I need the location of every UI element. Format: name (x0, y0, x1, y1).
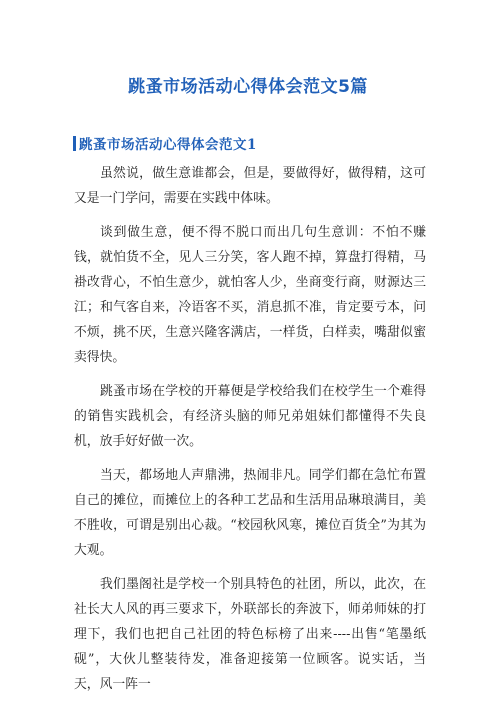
document-title: 跳蚤市场活动心得体会范文5篇 (128, 77, 368, 97)
paragraph-4: 当天，都场地人声鼎沸，热闹非凡。同学们都在急忙布置自己的摊位，而摊位上的各种工艺品和生活用品琳琅满目，美不胜收，可谓是别出心裁。“校园秋风寒，摊位百货全”为其为大观。 (74, 468, 426, 558)
section-heading (73, 133, 257, 153)
paragraph-1: 虽然说，做生意谁都会，但是，要做得好，做得精，这可又是一门学问，需要在实践中体味。 (74, 166, 426, 206)
paragraph-5: 我们墨阁社是学校一个别具特色的社团，所以，此次，在社长大人风的再三要求下，外联部长的奔波下，师弟师妹的打理下，我们也把自己社团的特色标榜了出来----出售“笔墨纸砚”，大伙儿整装待发，准备迎接第一位顾客。说实话，当天，风一阵一 (74, 577, 426, 692)
document-body (74, 161, 426, 706)
heading-marker-bar (73, 136, 76, 151)
paragraph-3: 跳蚤市场在学校的开幕便是学校给我们在校学生一个难得的销售实践机会，有经济头脑的师兄弟姐妹们都懂得不失良机，放手好好做一次。 (74, 384, 426, 449)
paragraph-2: 谈到做生意，便不得不脱口而出几句生意训：不怕不赚钱，就怕货不全，见人三分笑，客人跑不掉，算盘打得精，马褂改背心，不怕生意少，就怕客人少，坐商变行商，财源达三江；和气客自来，冷语客不买，消息抓不准，肯定要亏本，问不烦，挑不厌，生意兴隆客满店，一样货，白样卖，嘴甜似蜜卖得快。 (74, 225, 426, 365)
section-heading-text: 跳蚤市场活动心得体会范文1 (79, 137, 257, 153)
